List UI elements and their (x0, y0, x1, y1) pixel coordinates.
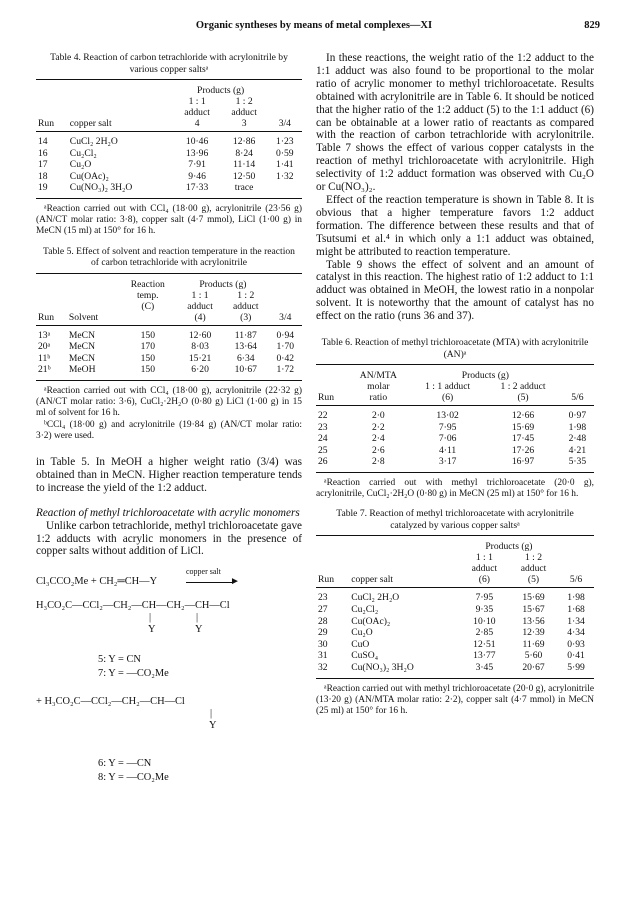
table-row: 23 CuCl₂ 2H₂O 7·95 15·69 1·98 (318, 592, 585, 604)
table7-body (316, 588, 594, 678)
table-row: 13ᵃ MeCN 150 12·60 11·87 0·94 (38, 329, 295, 341)
section-body: Unlike carbon tetrachloride, methyl trichloroacetate gave 1:2 adducts with acrylic monomers in the presence of copper salts without addition of LiCl. (36, 519, 302, 558)
table7-caption: Table 7. Reaction of methyl trichloroacetate with acrylonitrile catalyzed by various copper saltsᵃ (336, 508, 574, 531)
product2-formula: + H₃CO₂C—CCl₂—CH₂—CH—Cl (36, 696, 185, 708)
reaction-scheme: Cl₃CCO₂Me + CH₂═CH—Y copper salt ► H₃CO₂C—CCl₂—CH₂—CH—CH₂—CH—Cl | | Y Y 5: Y = CN 7: Y = —CO₂Me + H₃CO₂C—CCl₂—CH₂—CH—Cl | Y 6: Y = —CN 8: Y = —CO₂Me (36, 567, 240, 784)
table5: Reaction Products (g) temp. 1 : 1 1 : 2 (C) adduct adduct Run Solvent (4) (3) 3/4 13ᵃ MeCN 150 12·60 11·87 0·94 20ᵃ MeCN 170 8·03 13·64 1·70 11ᵇ MeCN 150 15·21 6·34 0·42 21ᵇ MeOH 150 6·20 10·67 1·72 (36, 273, 302, 381)
left-body-text: in Table 5. In MeOH a higher weight ratio (3/4) was obtained than in MeCN. Higher reaction temperature tends to increase the yield of the 1:2 adduct. (36, 455, 302, 494)
table-row: 28 Cu(OAc)₂ 10·10 13·56 1·34 (318, 615, 585, 627)
page-number: 829 (584, 20, 600, 31)
table5-body (36, 325, 302, 380)
table5-caption: Table 5. Effect of solvent and reaction temperature in the reaction of carbon tetrachloride with acrylonitrile (43, 245, 295, 269)
table5-footnotes: ᵃReaction carried out with CCl₄ (18·00 g), acrylonitrile (22·32 g) (AN/CT molar ratio: 3·6), CuCl₂·2H₂O (0·80 g) LiCl (1·00 g) in 15 ml of solvent for 16 h. ᵇCCl₄ (18·00 g) and acrylonitrile (19·84 g) (AN/CT molar ratio: 3·2) were used. (36, 385, 302, 441)
table-row: 32 Cu(NO₃)₂ 3H₂O 3·45 20·67 5·99 (316, 662, 594, 678)
running-header: Organic syntheses by means of metal complexes—XI (195, 20, 433, 31)
product1-formula: H₃CO₂C—CCl₂—CH₂—CH—CH₂—CH—Cl (36, 600, 230, 612)
table-row: 26 2·8 3·17 16·97 5·35 (316, 456, 594, 472)
table4: Products (g) 1 : 1 1 : 2 adduct adduct Run copper salt 4 3 3/4 14 CuCl₂ 2H₂O 10·46 12·86 1·23 16 Cu₂Cl₂ 13·96 8·24 0·59 17 Cu₂O 7·91 11·14 1·41 18 Cu(OAc)₂ 9·46 12·50 1·32 19 Cu(NO₃)₂ 3H₂O 17·33 trace (36, 79, 302, 199)
scheme-arrow-label: copper salt (186, 567, 221, 577)
reaction-arrow (186, 582, 234, 583)
table-row: 25 2·6 4·11 17·26 4·21 (318, 444, 587, 456)
table6: AN/MTA Products (g) molar 1 : 1 adduct 1 : 2 adduct Run ratio (6) (5) 5/6 22 2·0 13·02 12·66 0·97 23 2·2 7·95 15·69 1·98 24 2·4 7·06 17·45 2·48 25 2·6 4·11 17·26 4·21 26 2·8 3·17 16·97 5·35 (316, 364, 594, 473)
table-row: 16 Cu₂Cl₂ 13·96 8·24 0·59 (38, 147, 294, 159)
table4-body (36, 132, 302, 199)
table-row: 22 2·0 13·02 12·66 0·97 (318, 410, 587, 422)
table4-caption: Table 4. Reaction of carbon tetrachloride with acrylonitrile by various copper saltsᵃ (50, 52, 288, 75)
table6-caption: Table 6. Reaction of methyl trichloroacetate (MTA) with acrylonitrile (AN)ᵃ (321, 337, 589, 360)
table-row: 19 Cu(NO₃)₂ 3H₂O 17·33 trace (36, 182, 302, 198)
table-row: 24 2·4 7·06 17·45 2·48 (318, 433, 587, 445)
table-row: 29 Cu₂O 2·85 12·39 4·34 (318, 627, 585, 639)
table4-products-header: Products (g) (174, 80, 268, 97)
table6-body (316, 406, 594, 473)
table-row: 11ᵇ MeCN 150 15·21 6·34 0·42 (38, 352, 295, 364)
table7: Products (g) 1 : 1 1 : 2 adduct adduct Run copper salt (6) (5) 5/6 23 CuCl₂ 2H₂O 7·95 15·69 1·98 27 Cu₂Cl₂ 9·35 15·67 1·68 28 Cu(OAc)₂ 10·10 13·56 1·34 29 Cu₂O 2·85 12·39 4·34 30 CuO 12·51 11·69 0·93 31 CuSO₄ 13·77 5·60 0·41 32 Cu(NO₃)₂ 3H₂O 3·45 20·67 5·99 (316, 535, 594, 678)
section-heading: Reaction of methyl trichloroacetate with acrylic monomers (36, 506, 300, 519)
product5-label: 5: Y = CN (98, 654, 141, 666)
table-row: 31 CuSO₄ 13·77 5·60 0·41 (318, 650, 585, 662)
table-row: 17 Cu₂O 7·91 11·14 1·41 (38, 159, 294, 171)
table4-footnote: ᵃReaction carried out with CCl₄ (18·00 g), acrylonitrile (23·56 g) (AN/CT molar ratio: 3·8), copper salt (4·7 mmol), LiCl (1·00 g) in MeCN (15 ml) at 150° for 16 h. (36, 203, 302, 237)
table-row: 14 CuCl₂ 2H₂O 10·46 12·86 1·23 (38, 136, 294, 147)
table-row: 20ᵃ MeCN 170 8·03 13·64 1·70 (38, 341, 295, 353)
product6-label: 6: Y = —CN (98, 758, 152, 770)
right-body-text: In these reactions, the weight ratio of the 1:2 adduct to the 1:1 adduct was also found to be proportional to the molar ratio of acrylic monomer to methyl trichloroacetate. Results obtained with acrylonitrile are in Table 6. It should be noticed that the higher ratio of the 1:2 adduct (5) to the 1:1 adduct (6) can be obtainable at a lower ratio of reactants as compared with the reaction of carbon tetrachloride with acrylonitrile. Table 7 shows the effect of various copper catalysts in the reaction of methyl trichloroacetate with acrylonitrile. High selectivity of 1:2 adduct formation was observed with Cu₂O or Cu(NO₃)₂. Effect of the reaction temperature is shown in Table 8. It is obvious that a higher temperature favors 1:2 adduct formation. The difference between these results and that of Tsutsumi et al.⁴ in which only a 1:1 adduct was obtained, might be attributed to reaction temperature. Table 9 shows the effect of solvent and an amount of catalyst in this reaction. The highest ratio of 1:2 adduct to 1:1 adduct was obtained in MeOH, the lowest ratio in a nonpolar solvent. It is noteworthy that the amount of catalyst has no effect on the ratio (runs 36 and 37). (316, 52, 594, 323)
table-row: 23 2·2 7·95 15·69 1·98 (318, 421, 587, 433)
product8-label: 8: Y = —CO₂Me (98, 772, 169, 784)
table7-footnote: ᵃReaction carried out with methyl trichloroacetate (20·0 g), acrylonitrile (13·20 g) (AN/MTA molar ratio: 2·2), copper salt (4·7 mmol) in MeCN (25 ml) at 150° for 16 h. (316, 683, 594, 716)
arrow-head-icon: ► (230, 576, 240, 588)
table6-footnote: ᵃReaction carried out with methyl trichloroacetate (20·0 g), acrylonitrile, CuCl₂·2H₂O (0·80 g) in MeCN (25 ml) at 150° for 16 h. (316, 478, 594, 500)
table-row: 30 CuO 12·51 11·69 0·93 (318, 638, 585, 650)
left-column (36, 52, 302, 810)
table-row: 27 Cu₂Cl₂ 9·35 15·67 1·68 (318, 604, 585, 615)
scheme-reactants: Cl₃CCO₂Me + CH₂═CH—Y (36, 576, 158, 588)
table-row: 21ᵇ MeOH 150 6·20 10·67 1·72 (36, 364, 302, 380)
table-row: 18 Cu(OAc)₂ 9·46 12·50 1·32 (38, 170, 294, 182)
product7-label: 7: Y = —CO₂Me (98, 668, 169, 680)
right-column (316, 52, 594, 717)
